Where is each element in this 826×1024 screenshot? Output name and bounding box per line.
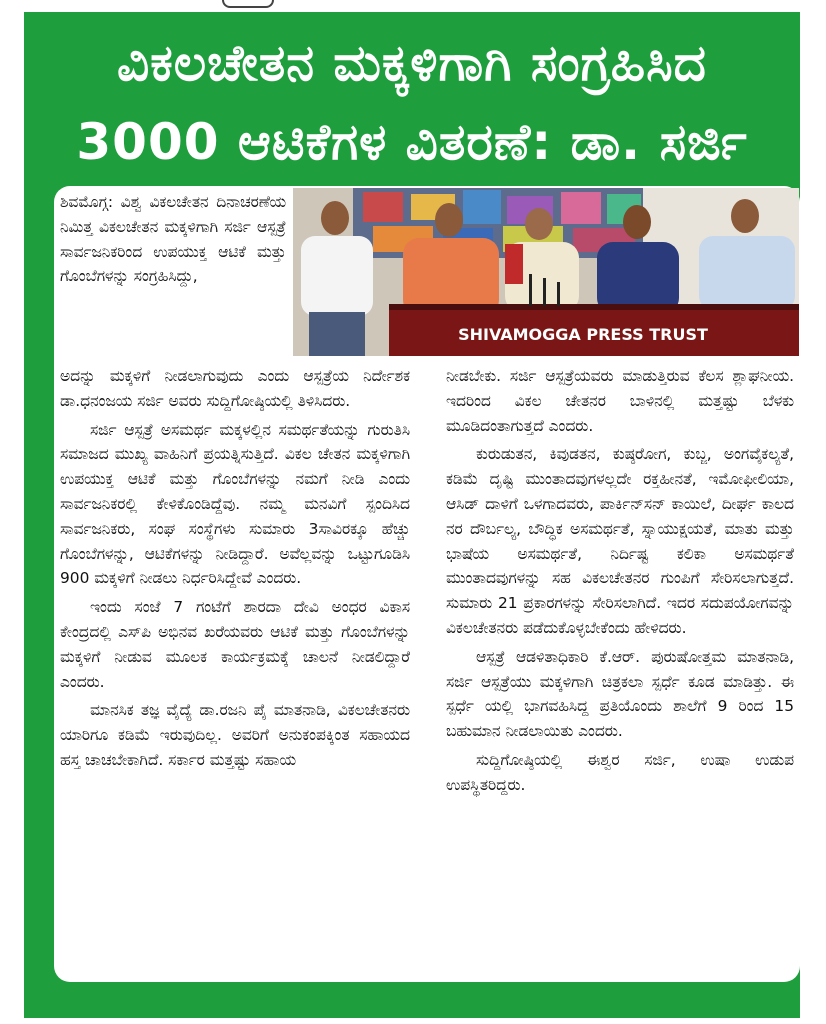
press-trust-banner: SHIVAMOGGA PRESS TRUST: [458, 325, 708, 344]
paragraph: ನೀಡಬೇಕು. ಸರ್ಜಿ ಆಸ್ಪತ್ರೆಯವರು ಮಾಡುತ್ತಿರುವ ಕೆಲಸ ಶ್ಲಾಘನೀಯ. ಇದರಿಂದ ವಿಕಲ ಚೇತನರ ಬಾಳಿನಲ್ಲಿ ಮತ್ತಷ್ಟು ಬೆಳಕು ಮೂಡಿದಂತಾಗುತ್ತದೆ ಎಂದರು.: [446, 367, 794, 435]
paragraph: ಕುರುಡುತನ, ಕಿವುಡತನ, ಕುಷ್ಠರೋಗ, ಕುಬ್ಜ, ಅಂಗವೈಕಲ್ಯತೆ, ಕಡಿಮೆ ದೃಷ್ಟಿ ಮುಂತಾದವುಗಳಲ್ಲದೇ ರಕ್ತಹೀನತೆ, ಇಮೋಫೀಲಿಯಾ, ಆಸಿಡ್ ದಾಳಿಗೆ ಒಳಗಾದವರು, ಪಾರ್ಕಿನ್‌ಸನ್ ಕಾಯಿಲೆ, ದೀರ್ಘ ಕಾಲದ ನರ ದೌರ್ಬಲ್ಯ, ಬೌದ್ಧಿಕ ಅಸಮರ್ಥತೆ, ಸ್ನಾಯುಕ್ಷಯತೆ, ಮಾತು ಮತ್ತು ಭಾಷೆಯ ಅಸಮರ್ಥತೆ, ನಿರ್ದಿಷ್ಟ ಕಲಿಕಾ ಅಸಮರ್ಥತೆ ಮುಂತಾದವುಗಳನ್ನು ಸಹ ವಿಕಲಚೇತನರ ಗುಂಪಿಗೆ ಸೇರಿಸಲಾಗುತ್ತದೆ. ಸುಮಾರು 21 ಪ್ರಕಾರಗಳನ್ನು ಸೇರಿಸಲಾಗಿದೆ. ಇದರ ಸದುಪಯೋಗವನ್ನು ವಿಕಲಚೇತನರು ಪಡೆದುಕೊಳ್ಳಬೇಕೆಂದು ಹೇಳಿದರು.: [446, 445, 794, 637]
headline-line-1: ವಿಕಲಚೇತನ ಮಕ್ಕಳಿಗಾಗಿ ಸಂಗ್ರಹಿಸಿದ: [117, 34, 707, 92]
press-conference-photo: [293, 188, 799, 356]
paragraph: ಸರ್ಜಿ ಆಸ್ಪತ್ರೆ ಅಸಮರ್ಥ ಮಕ್ಕಳಲ್ಲಿನ ಸಮರ್ಥತೆಯನ್ನು ಗುರುತಿಸಿ ಸಮಾಜದ ಮುಖ್ಯ ವಾಹಿನಿಗೆ ಪ್ರಯತ್ನಿಸುತ್ತಿದೆ. ವಿಕಲ ಚೇತನ ಮಕ್ಕಳಿಗಾಗಿ ಉಪಯುಕ್ತ ಆಟಿಕೆ ಮತ್ತು ಗೊಂಬೆಗಳನ್ನು ನಮಗೆ ನೀಡಿ ಎಂದು ಸಾರ್ವಜನಿಕರಲ್ಲಿ ಕೇಳಿಕೊಂಡಿದ್ದೆವು. ನಮ್ಮ ಮನವಿಗೆ ಸ್ಪಂದಿಸಿದ ಸಾರ್ವಜನಿಕರು, ಸಂಘ ಸಂಸ್ಥೆಗಳು ಸುಮಾರು 3ಸಾವಿರಕ್ಕೂ ಹೆಚ್ಚು ಗೊಂಬೆಗಳನ್ನು, ಆಟಿಕೆಗಳನ್ನು ನೀಡಿದ್ದಾರೆ. ಅವೆಲ್ಲವನ್ನು ಒಟ್ಟುಗೂಡಿಸಿ 900 ಮಕ್ಕಳಿಗೆ ನೀಡಲು ನಿರ್ಧರಿಸಿದ್ದೇವೆ ಎಂದರು.: [60, 420, 410, 588]
press-photo-illustration: [293, 188, 799, 356]
article-column-left: [60, 364, 410, 777]
article-column-right: [446, 364, 794, 802]
paragraph: ಇಂದು ಸಂಜೆ 7 ಗಂಟೆಗೆ ಶಾರದಾ ದೇವಿ ಅಂಧರ ವಿಕಾಸ ಕೇಂದ್ರದಲ್ಲಿ ಎಸ್‌ಪಿ ಅಭಿನವ ಖರೆಯವರು ಆಟಿಕೆ ಮತ್ತು ಗೊಂಬೆಗಳನ್ನು ಮಕ್ಕಳಿಗೆ ನೀಡುವ ಮೂಲಕ ಕಾರ್ಯಕ್ರಮಕ್ಕೆ ಚಾಲನೆ ನೀಡಲಿದ್ದಾರೆ ಎಂದರು.: [60, 598, 410, 691]
paragraph: ಸುದ್ದಿಗೋಷ್ಠಿಯಲ್ಲಿ ಈಶ್ವರ ಸರ್ಜಿ, ಉಷಾ ಉಡುಪ ಉಪಸ್ಥಿತರಿದ್ದರು.: [446, 750, 794, 794]
article-column-top: [60, 190, 286, 289]
headline-line-2: 3000 ಆಟಿಕೆಗಳ ವಿತರಣೆ: ಡಾ. ಸರ್ಜಿ: [76, 113, 748, 171]
paragraph-intro: ಶಿವಮೊಗ್ಗ: ವಿಶ್ವ ವಿಕಲಚೇತನ ದಿನಾಚರಣೆಯ ನಿಮಿತ್ತ ವಿಕಲಚೇತನ ಮಕ್ಕಳಿಗಾಗಿ ಸರ್ಜಿ ಆಸ್ಪತ್ರೆ ಸಾರ್ವಜನಿಕರಿಂದ ಉಪಯುಕ್ತ ಆಟಿಕೆ ಮತ್ತು ಗೊಂಬೆಗಳನ್ನು ಸಂಗ್ರಹಿಸಿದ್ದು,: [60, 193, 286, 286]
paragraph: ಅದನ್ನು ಮಕ್ಕಳಿಗೆ ನೀಡಲಾಗುವುದು ಎಂದು ಆಸ್ಪತ್ರೆಯ ನಿರ್ದೇಶಕ ಡಾ.ಧನಂಜಯ ಸರ್ಜಿ ಅವರು ಸುದ್ದಿಗೋಷ್ಠಿಯಲ್ಲಿ ತಿಳಿಸಿದರು.: [60, 367, 411, 410]
paragraph: ಮಾನಸಿಕ ತಜ್ಞ ವೈದ್ಯೆ ಡಾ.ರಜನಿ ಪೈ ಮಾತನಾಡಿ, ವಿಕಲಚೇತನರು ಯಾರಿಗೂ ಕಡಿಮೆ ಇರುವುದಿಲ್ಲ. ಅವರಿಗೆ ಅನುಕಂಪಕ್ಕಿಂತ ಸಹಾಯದ ಹಸ್ತ ಚಾಚಬೇಕಾಗಿದೆ. ಸರ್ಕಾರ ಮತ್ತಷ್ಟು ಸಹಾಯ: [60, 701, 410, 769]
top-tab-notch: [222, 0, 274, 8]
paragraph: ಆಸ್ಪತ್ರೆ ಆಡಳಿತಾಧಿಕಾರಿ ಕೆ.ಆರ್. ಪುರುಷೋತ್ತಮ ಮಾತನಾಡಿ, ಸರ್ಜಿ ಆಸ್ಪತ್ರೆಯು ಮಕ್ಕಳಿಗಾಗಿ ಚಿತ್ರಕಲಾ ಸ್ಪರ್ಧೆ ಕೂಡ ಮಾಡಿತ್ತು. ಈ ಸ್ಪರ್ಧೆ ಯಲ್ಲಿ ಭಾಗವಹಿಸಿದ್ದ ಪ್ರತಿಯೊಂದು ಶಾಲೆಗೆ 9 ರಿಂದ 15 ಬಹುಮಾನ ನೀಡಲಾಯಿತು ಎಂದರು.: [446, 647, 794, 741]
